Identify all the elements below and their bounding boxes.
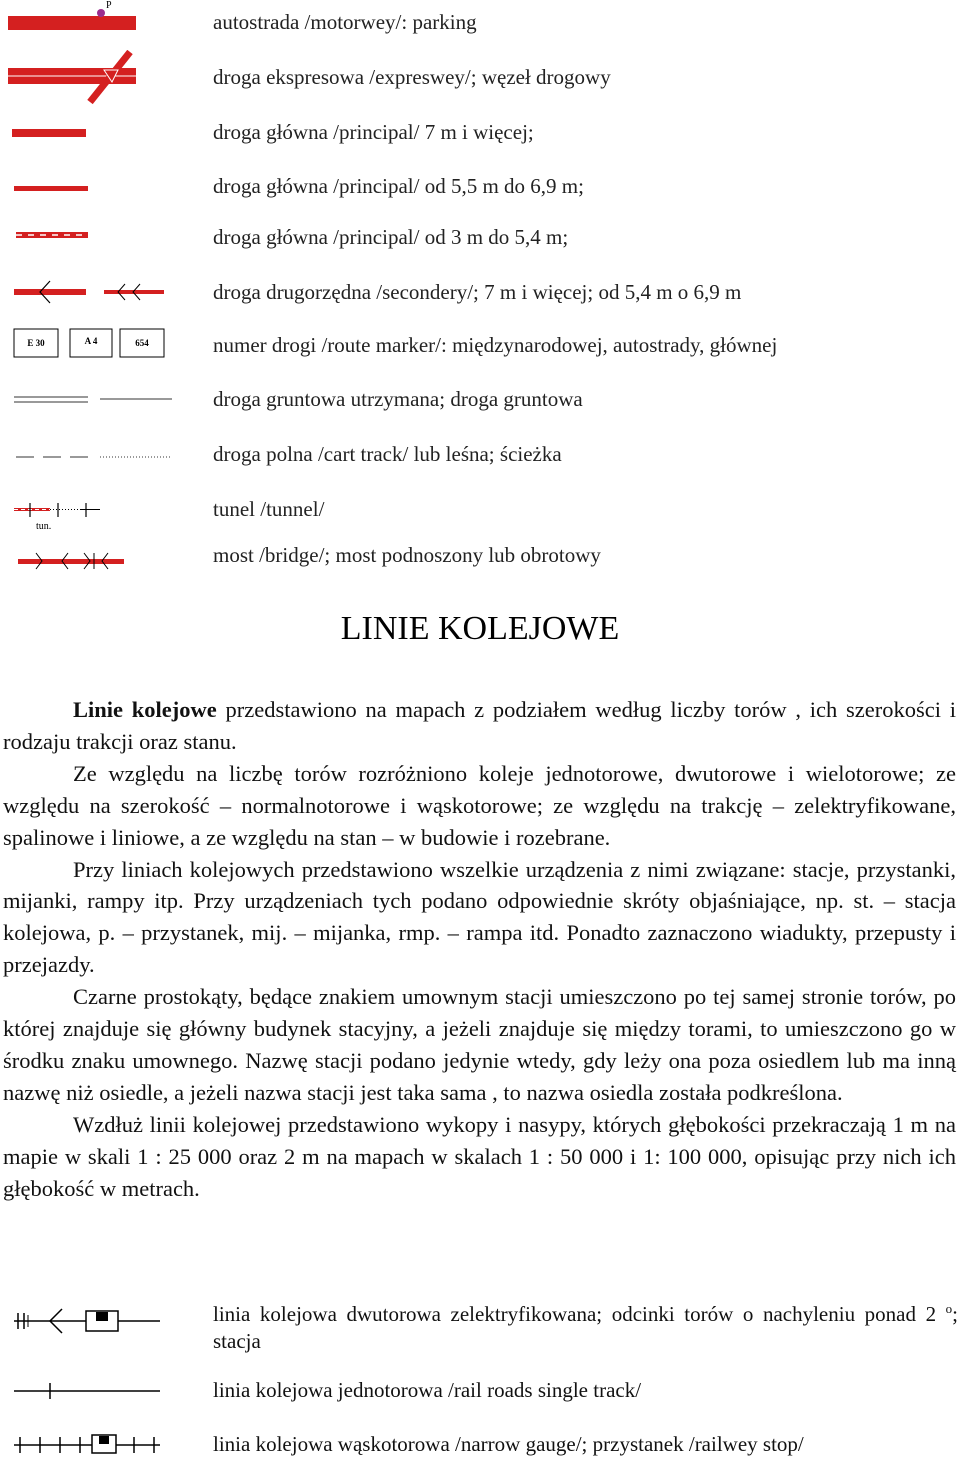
legend-text: numer drogi /route marker/: międzynarodowej, autostrady, głównej <box>213 333 778 357</box>
legend-principal-7m <box>0 115 960 155</box>
paragraph-3: Przy liniach kolejowych przedstawiono wszelkie urządzenia z nimi związane: stacje, przystanki, mijanki, rampy itp. Przy urządzeniach tych podano odpowiednie skróty objaśniające, np. st. – stacja kolejowa, p. – przystanek, mij. – mijanka, rmp. – rampa itd. Ponadto zaznaczono wiadukty, przepusty i przejazdy. <box>3 856 956 978</box>
legend-cart-track <box>0 437 960 477</box>
rail-legend-text-a: linia kolejowa dwutorowa zelektryfikowana; odcinki torów o nachyleniu ponad 2 <box>213 1302 937 1326</box>
rail-legend-text <box>213 1295 958 1355</box>
principal-road-narrow-icon <box>0 222 200 262</box>
paragraph-5: Wzdłuż linii kolejowej przedstawiono wykopy i nasypy, których głębokości przekraczają 1 m na mapie w skali 1 : 25 000 oraz 2 m na mapach w skalach 1 : 50 000 i 1: 100 000, opisując przy nich ich głębokość w metrach. <box>3 1111 956 1201</box>
paragraph-4: Czarne prostokąty, będące znakiem umownym stacji umieszczono po tej samej stronie torów, po której znajduje się główny budynek stacyjny, a jeżeli znajduje się między torami, to umieszczono go w środku znaku umownego. Nazwę stacji podano jedynie wtedy, gdy leży ona poza osiedlem lub ma inną nazwę niż osiedle, a jeżeli nazwa stacji jest taka sama , to nazwa osiedla została podkreślona. <box>3 984 956 1105</box>
rail-legend-single-track <box>0 1375 960 1411</box>
motorway-symbol-icon <box>0 0 200 44</box>
secondary-road-icon <box>0 275 200 315</box>
legend-tunnel <box>0 495 960 535</box>
legend-text: droga gruntowa utrzymana; droga gruntowa <box>213 387 583 411</box>
legend-bridge <box>0 540 960 580</box>
rail-legend-text-b: ; stacja <box>213 1302 959 1353</box>
dirt-road-icon <box>0 382 200 422</box>
legend-text: most /bridge/; most podnoszony lub obrotowy <box>213 543 601 567</box>
paragraph-1 <box>3 694 956 758</box>
route-marker-654: 654 <box>135 338 149 348</box>
paragraph-2: Ze względu na liczbę torów rozróżniono koleje jednotorowe, dwutorowe i wielotorowe; ze względu na szerokość – normalnotorowe i wąskotorowe; ze względu na trakcję – zelektryfikowane, spalinowe i liniowe, a ze względu na stan – w budowie i rozebrane. <box>3 760 956 850</box>
paragraph-1-bold: Linie kolejowe <box>73 697 217 722</box>
rail-legend-narrow-gauge <box>0 1429 960 1459</box>
cart-track-icon <box>0 437 200 477</box>
route-marker-a4: A 4 <box>84 336 98 346</box>
bridge-icon <box>0 540 200 580</box>
legend-text: droga ekspresowa /expreswey/; węzeł drogowy <box>213 65 611 89</box>
legend-route-marker <box>0 325 960 370</box>
tunnel-label: tun. <box>36 521 52 532</box>
narrow-gauge-rail-icon <box>0 1429 200 1459</box>
rail-legend-text: linia kolejowa wąskotorowa /narrow gauge/; przystanek /railwey stop/ <box>213 1432 804 1456</box>
legend-motorway-parking <box>0 0 960 44</box>
paragraph-1-rest: przedstawiono na mapach z podziałem według liczby torów , ich szerokości i rodzaju trakcji oraz stanu. <box>3 697 956 754</box>
legend-text: droga główna /principal/ 7 m i więcej; <box>213 120 534 144</box>
expressway-junction-icon <box>0 50 200 105</box>
principal-road-medium-icon <box>0 170 200 210</box>
legend-expressway <box>0 50 960 105</box>
double-electrified-rail-icon <box>0 1295 200 1355</box>
legend-principal-5-5m <box>0 170 960 210</box>
parking-marker: P <box>106 0 112 11</box>
tunnel-icon <box>0 495 200 535</box>
legend-text: droga główna /principal/ od 5,5 m do 6,9 m; <box>213 174 584 198</box>
single-track-rail-icon <box>0 1375 200 1411</box>
legend-text: tunel /tunnel/ <box>213 497 325 521</box>
legend-text: droga drugorzędna /secondery/; 7 m i więcej; od 5,4 m o 6,9 m <box>213 280 742 304</box>
body-text <box>3 694 956 1205</box>
principal-road-wide-icon <box>0 115 200 155</box>
route-marker-icon <box>0 325 200 370</box>
route-marker-e30: E 30 <box>27 338 45 348</box>
rail-legend-text: linia kolejowa jednotorowa /rail roads single track/ <box>213 1378 642 1402</box>
rail-legend-double-electrified <box>0 1295 960 1355</box>
degree-sup: o <box>945 1301 953 1316</box>
legend-text: droga polna /cart track/ lub leśna; ścieżka <box>213 442 562 466</box>
legend-secondary-road <box>0 275 960 315</box>
legend-dirt-road <box>0 382 960 422</box>
legend-text: autostrada /motorwey/: parking <box>213 10 477 34</box>
section-heading: LINIE KOLEJOWE <box>340 610 620 647</box>
legend-text: droga główna /principal/ od 3 m do 5,4 m; <box>213 225 569 249</box>
legend-principal-3m <box>0 222 960 262</box>
